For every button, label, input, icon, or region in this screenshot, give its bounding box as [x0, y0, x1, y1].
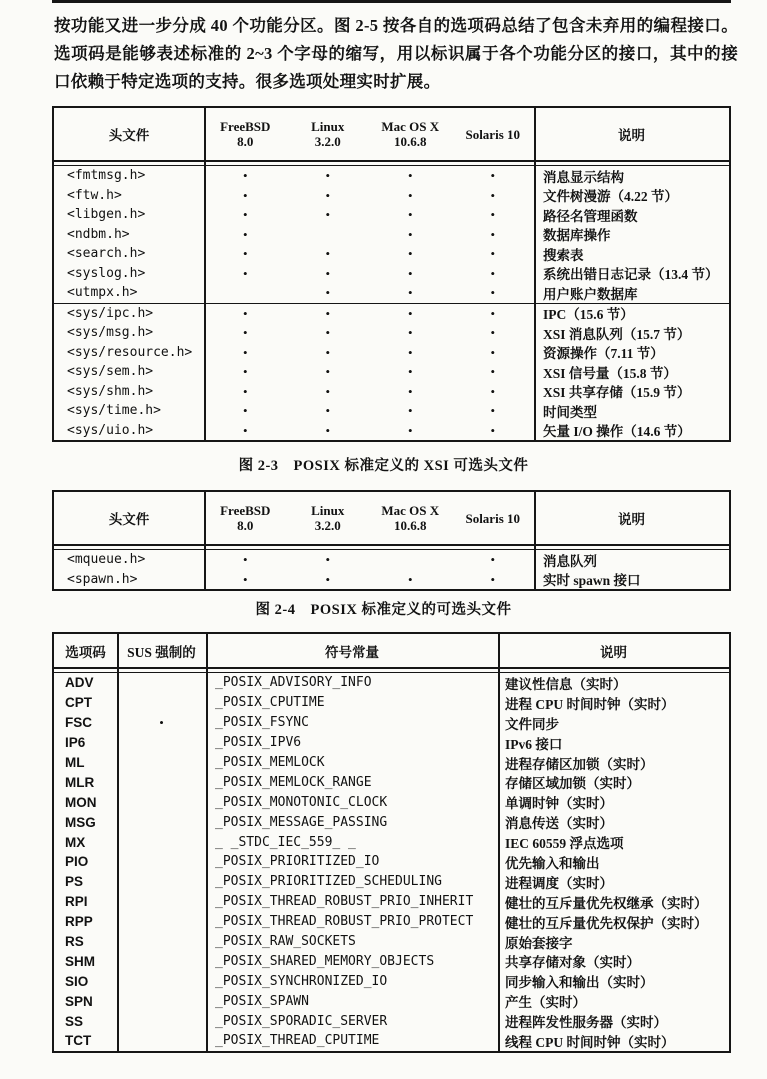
linux-support-dot: • [325, 344, 331, 360]
macos-support-dot: • [407, 344, 413, 360]
os-name: FreeBSD [220, 119, 271, 134]
os-support-cells [204, 553, 534, 566]
symbol-constant: _POSIX_SPAWN [215, 993, 309, 1009]
table-row [54, 991, 729, 1011]
os-support-cells [204, 189, 534, 202]
os-support-cells [204, 286, 534, 299]
option-description: 产生（实时） [505, 995, 586, 1011]
header-rows-group-a [54, 166, 729, 304]
solaris-support-dot: • [490, 226, 496, 242]
os-column-header [287, 492, 370, 544]
option-description: 进程调度（实时） [505, 875, 613, 891]
table-row [54, 673, 729, 693]
symbol-constant: _POSIX_RAW_SOCKETS [215, 934, 356, 950]
macos-support-dot [369, 553, 452, 566]
option-code: RPP [65, 914, 93, 930]
os-support-cells [204, 169, 534, 182]
os-version: 8.0 [237, 134, 254, 149]
linux-support-dot: • [325, 285, 331, 301]
symbol-constant: _POSIX_PRIORITIZED_SCHEDULING [215, 874, 442, 890]
symbol-constant: _ _STDC_IEC_559_ _ [215, 834, 356, 850]
linux-support-dot: • [325, 383, 331, 399]
table-row [54, 753, 729, 773]
solaris-support-dot: • [490, 552, 496, 568]
table-row [54, 733, 729, 753]
option-code: MON [65, 794, 97, 810]
solaris-support-dot: • [490, 246, 496, 262]
option-description: 进程 CPU 时间时钟（实时） [505, 696, 675, 712]
macos-support-dot: • [407, 403, 413, 419]
header-file-name: <search.h> [67, 246, 146, 262]
column-header-description: 说明 [618, 512, 645, 527]
table-row [54, 362, 729, 382]
table-header-row [54, 108, 729, 160]
option-code: RPI [65, 894, 88, 910]
option-description: 建议性信息（实时） [505, 676, 627, 692]
table-divider [534, 108, 536, 440]
header-file-name: <sys/ipc.h> [67, 305, 154, 321]
table-row [54, 971, 729, 991]
header-file-name: <mqueue.h> [67, 552, 146, 568]
option-description: 健壮的互斥量优先权继承（实时） [505, 895, 708, 911]
macos-support-dot: • [407, 226, 413, 242]
os-support-cells [204, 307, 534, 320]
header-description: XSI 信号量（15.8 节） [543, 365, 677, 381]
macos-support-dot: • [407, 207, 413, 223]
solaris-support-dot: • [490, 168, 496, 184]
table-posix-optional-headers [52, 490, 731, 591]
os-support-cells [204, 365, 534, 378]
freebsd-support-dot: • [242, 422, 248, 438]
column-header-sus-mandated: SUS 强制的 [127, 644, 196, 660]
intro-paragraph: 按功能又进一步分成 40 个功能分区。图 2-5 按各自的选项码总结了包含未弃用的编程接口。选项码是能够表述标准的 2~3 个字母的缩写，用以标识属于各个功能分区的接口，其中的接口依赖于特定选项的支持。很多选项处理实时扩展。 [54, 16, 738, 91]
option-description: 进程存储区加锁（实时） [505, 756, 654, 772]
freebsd-support-dot: • [242, 305, 248, 321]
freebsd-support-dot: • [242, 364, 248, 380]
header-file-name: <sys/sem.h> [67, 364, 154, 380]
page-top-rule [52, 0, 731, 3]
freebsd-support-dot: • [242, 344, 248, 360]
option-code: MLR [65, 774, 95, 790]
macos-support-dot: • [407, 285, 413, 301]
table-row [54, 772, 729, 792]
header-description: 实时 spawn 接口 [543, 573, 641, 589]
solaris-support-dot: • [490, 422, 496, 438]
header-rows [54, 550, 729, 589]
header-file-name: <sys/shm.h> [67, 383, 154, 399]
option-code: CPT [65, 695, 92, 711]
solaris-support-dot: • [490, 265, 496, 281]
option-description: IEC 60559 浮点选项 [505, 836, 624, 852]
solaris-support-dot: • [490, 285, 496, 301]
freebsd-support-dot: • [242, 552, 248, 568]
option-code: RS [65, 934, 84, 950]
column-header-file: 头文件 [108, 128, 150, 143]
header-description: 消息队列 [543, 553, 597, 569]
os-version: 3.2.0 [314, 134, 341, 149]
linux-support-dot: • [325, 552, 331, 568]
option-code: PS [65, 874, 84, 890]
table-row [54, 892, 729, 912]
symbol-constant: _POSIX_SHARED_MEMORY_OBJECTS [215, 953, 435, 969]
os-name: Linux [311, 503, 345, 518]
table-row [54, 401, 729, 421]
os-column-header [369, 492, 452, 544]
header-file-name: <utmpx.h> [67, 285, 138, 301]
solaris-support-dot: • [490, 305, 496, 321]
symbol-constant: _POSIX_ADVISORY_INFO [215, 675, 372, 691]
table-row [54, 570, 729, 590]
table-divider [498, 634, 500, 1051]
option-code: SHM [65, 953, 95, 969]
header-description: 路径名管理函数 [543, 208, 638, 224]
option-code: TCT [65, 1033, 92, 1049]
header-file-name: <sys/resource.h> [67, 344, 193, 360]
freebsd-support-dot: • [242, 207, 248, 223]
os-column-header [287, 108, 370, 160]
os-support-cells [204, 404, 534, 417]
header-file-name: <ftw.h> [67, 187, 122, 203]
option-description: 单调时钟（实时） [505, 796, 613, 812]
macos-support-dot: • [407, 265, 413, 281]
table-row [54, 792, 729, 812]
freebsd-support-dot: • [242, 265, 248, 281]
table-row [54, 912, 729, 932]
solaris-support-dot: • [490, 187, 496, 203]
table-row [54, 713, 729, 733]
option-code: SS [65, 1013, 84, 1029]
linux-support-dot [287, 228, 370, 241]
table-row [54, 1011, 729, 1031]
os-support-cells [204, 228, 534, 241]
symbol-constant: _POSIX_PRIORITIZED_IO [215, 854, 380, 870]
linux-support-dot: • [325, 246, 331, 262]
freebsd-support-dot: • [242, 383, 248, 399]
option-code: PIO [65, 854, 89, 870]
table-row [54, 343, 729, 363]
table-row [54, 283, 729, 303]
linux-support-dot: • [325, 265, 331, 281]
solaris-support-dot: • [490, 325, 496, 341]
option-code: MSG [65, 814, 96, 830]
table-divider [117, 634, 119, 1051]
table-row [54, 166, 729, 186]
table-row [54, 932, 729, 952]
os-column-header [204, 492, 287, 544]
freebsd-support-dot: • [242, 168, 248, 184]
os-column-header [369, 108, 452, 160]
symbol-constant: _POSIX_FSYNC [215, 715, 309, 731]
option-rows [54, 673, 729, 1051]
solaris-support-dot: • [490, 403, 496, 419]
header-file-name: <ndbm.h> [67, 226, 130, 242]
linux-support-dot: • [325, 403, 331, 419]
os-support-cells [204, 346, 534, 359]
header-rows-group-b [54, 304, 729, 441]
symbol-constant: _POSIX_MONOTONIC_CLOCK [215, 794, 388, 810]
table-option-codes [52, 632, 731, 1053]
freebsd-support-dot: • [242, 403, 248, 419]
linux-support-dot: • [325, 325, 331, 341]
table-row [54, 421, 729, 441]
linux-support-dot: • [325, 207, 331, 223]
column-header-symbol-constant: 符号常量 [325, 644, 379, 660]
os-support-cells [204, 326, 534, 339]
table-row [54, 225, 729, 245]
option-description: 同步输入和输出（实时） [505, 975, 654, 991]
table-row [54, 550, 729, 570]
table-divider [204, 108, 206, 440]
table-row [54, 382, 729, 402]
solaris-support-dot: • [490, 383, 496, 399]
table-row [54, 951, 729, 971]
option-code: ADV [65, 675, 94, 691]
option-description: 健壮的互斥量优先权保护（实时） [505, 915, 708, 931]
os-name: Mac OS X [381, 503, 440, 518]
header-description: XSI 消息队列（15.7 节） [543, 326, 691, 342]
header-file-name: <fmtmsg.h> [67, 168, 146, 184]
symbol-constant: _POSIX_THREAD_CPUTIME [215, 1033, 380, 1049]
sus-mandated-dot: • [159, 714, 164, 730]
freebsd-support-dot: • [242, 246, 248, 262]
option-description: 优先输入和输出 [505, 855, 600, 871]
os-support-cells [204, 424, 534, 437]
macos-support-dot: • [407, 383, 413, 399]
option-description: 原始套接字 [505, 935, 573, 951]
header-description: 文件树漫游（4.22 节） [543, 189, 678, 205]
macos-support-dot: • [407, 325, 413, 341]
option-code: SPN [65, 993, 93, 1009]
header-description: IPC（15.6 节） [543, 307, 634, 323]
linux-support-dot: • [325, 422, 331, 438]
table-row [54, 693, 729, 713]
table-divider [206, 634, 208, 1051]
header-description: 资源操作（7.11 节） [543, 346, 664, 362]
header-description: 用户账户数据库 [543, 286, 638, 302]
linux-support-dot: • [325, 364, 331, 380]
macos-support-dot: • [407, 246, 413, 262]
linux-support-dot: • [325, 168, 331, 184]
header-file-name: <spawn.h> [67, 571, 138, 587]
option-code: FSC [65, 715, 92, 731]
freebsd-support-dot: • [242, 571, 248, 587]
table-row [54, 832, 729, 852]
solaris-support-dot: • [490, 571, 496, 587]
symbol-constant: _POSIX_SYNCHRONIZED_IO [215, 973, 388, 989]
macos-support-dot: • [407, 422, 413, 438]
figure-2-3-caption: 图 2-3 POSIX 标准定义的 XSI 可选头文件 [238, 458, 529, 474]
option-description: 线程 CPU 时间时钟（实时） [505, 1034, 675, 1050]
header-file-name: <syslog.h> [67, 265, 146, 281]
os-column-header [452, 108, 535, 160]
table-row [54, 186, 729, 206]
freebsd-support-dot: • [242, 325, 248, 341]
os-name: Linux [311, 119, 345, 134]
os-version: 8.0 [237, 518, 254, 533]
linux-support-dot: • [325, 571, 331, 587]
os-column-headers [204, 108, 534, 160]
symbol-constant: _POSIX_SPORADIC_SERVER [215, 1013, 388, 1029]
os-support-cells [204, 267, 534, 280]
header-description: 消息显示结构 [543, 169, 624, 185]
solaris-support-dot: • [490, 207, 496, 223]
os-support-cells [204, 208, 534, 221]
os-column-header [452, 492, 535, 544]
freebsd-support-dot [204, 286, 287, 299]
linux-support-dot: • [325, 305, 331, 321]
solaris-support-dot: • [490, 344, 496, 360]
os-name: Solaris 10 [465, 510, 521, 526]
option-code: SIO [65, 973, 89, 989]
figure-2-4-caption: 图 2-4 POSIX 标准定义的可选头文件 [255, 602, 512, 618]
table-row [54, 244, 729, 264]
option-code: ML [65, 755, 85, 770]
table-row [54, 264, 729, 284]
symbol-constant: _POSIX_IPV6 [215, 735, 302, 751]
macos-support-dot: • [407, 305, 413, 321]
option-description: 文件同步 [505, 716, 559, 732]
column-header-description: 说明 [600, 644, 627, 660]
header-description: 搜索表 [543, 247, 584, 263]
macos-support-dot: • [407, 168, 413, 184]
os-support-cells [204, 247, 534, 260]
symbol-constant: _POSIX_THREAD_ROBUST_PRIO_PROTECT [215, 914, 474, 930]
column-header-option-code: 选项码 [65, 644, 106, 660]
table-divider [204, 492, 206, 589]
table-row [54, 323, 729, 343]
column-header-description: 说明 [618, 128, 645, 143]
option-code: MX [65, 834, 86, 850]
symbol-constant: _POSIX_MESSAGE_PASSING [215, 814, 388, 830]
table-row [54, 205, 729, 225]
freebsd-support-dot: • [242, 187, 248, 203]
column-header-file: 头文件 [108, 512, 150, 527]
header-description: 矢量 I/O 操作（14.6 节） [543, 424, 691, 440]
macos-support-dot: • [407, 187, 413, 203]
header-description: XSI 共享存储（15.9 节） [543, 385, 691, 401]
table-xsi-optional-headers [52, 106, 731, 442]
option-description: 消息传送（实时） [505, 816, 613, 832]
os-support-cells [204, 385, 534, 398]
header-description: 数据库操作 [543, 228, 611, 244]
linux-support-dot: • [325, 187, 331, 203]
table-divider [534, 492, 536, 589]
table-row [54, 1031, 729, 1051]
table-header-row [54, 492, 729, 544]
os-name: FreeBSD [220, 503, 271, 518]
header-file-name: <sys/time.h> [67, 403, 161, 419]
symbol-constant: _POSIX_MEMLOCK_RANGE [215, 774, 372, 790]
table-row [54, 852, 729, 872]
os-version: 10.6.8 [394, 134, 427, 149]
macos-support-dot: • [407, 364, 413, 380]
option-description: 进程阵发性服务器（实时） [505, 1015, 667, 1031]
os-column-header [204, 108, 287, 160]
os-column-headers [204, 492, 534, 544]
header-description: 系统出错日志记录（13.4 节） [543, 267, 719, 283]
freebsd-support-dot: • [242, 226, 248, 242]
os-name: Solaris 10 [465, 126, 521, 142]
option-code: IP6 [65, 735, 86, 751]
os-support-cells [204, 573, 534, 586]
symbol-constant: _POSIX_MEMLOCK [215, 755, 325, 770]
solaris-support-dot: • [490, 364, 496, 380]
header-file-name: <sys/uio.h> [67, 422, 154, 438]
table-header-row [54, 634, 729, 667]
option-description: 存储区域加锁（实时） [505, 776, 640, 792]
os-version: 3.2.0 [314, 518, 341, 533]
header-description: 时间类型 [543, 404, 597, 420]
os-version: 10.6.8 [394, 518, 427, 533]
symbol-constant: _POSIX_CPUTIME [215, 695, 325, 711]
table-row [54, 304, 729, 324]
option-description: IPv6 接口 [505, 736, 563, 752]
header-file-name: <libgen.h> [67, 207, 146, 223]
macos-support-dot: • [407, 571, 413, 587]
os-name: Mac OS X [381, 119, 440, 134]
header-file-name: <sys/msg.h> [67, 325, 154, 341]
table-row [54, 872, 729, 892]
table-row [54, 812, 729, 832]
option-description: 共享存储对象（实时） [505, 955, 640, 971]
symbol-constant: _POSIX_THREAD_ROBUST_PRIO_INHERIT [215, 894, 474, 910]
